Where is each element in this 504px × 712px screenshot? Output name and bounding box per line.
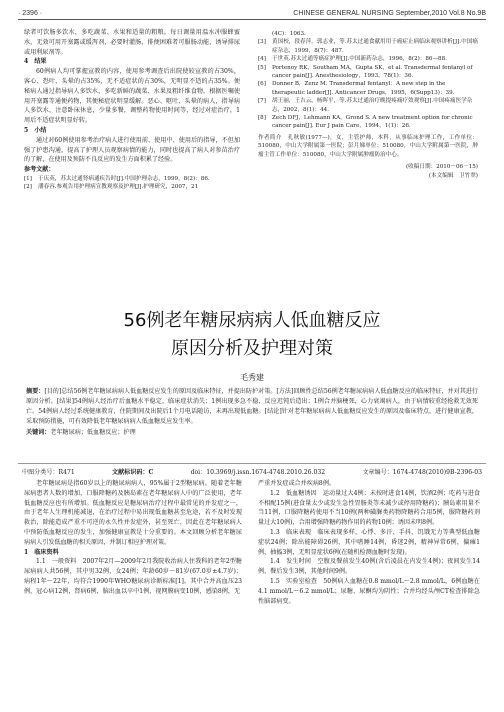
running-header [18,6,486,20]
section-heading: 4 结果 [24,58,47,66]
bottom-left-column [24,479,242,597]
paragraph: 1.4 发生时间 空腹及餐前发生40例(含后凌晨在内发生4例)；夜间发生14例，餐后发生3例，其他时间9例。 [258,558,480,576]
paragraph: 60例病人均可掌握宣教的内容，使用参考调查后出院使较宣教的占30%，客心、恐叶、头晕的占35%，无不适症状的占30%，无明显不适的占35%。便秘病人通过指导病人多饮水，多吃新鲜的蔬菜、水果及粗纤维食物，根据医嘱使用开塞露等通便药物，其便秘症状明显缓解。恶心、呕吐、头晕的病人，指导病人多饮水，注意卧床休息，少量多餐，调整药物使用时间等，经过对症治疗，1周后不适症状明显好转。 [24,68,240,125]
doi: doi：10.3969/j.issn.1674-4748.2010.26.032 [190,469,326,476]
abstract-divider [18,463,486,464]
paragraph: 绿者可饮肠多饮水，多吃蔬菜、水果和适量的粗粮。每日调量用温水冲服蜂蜜水，无效可用开塞露或缓泻剂，必要时灌肠，排便困难者可服肠动能，诱导排尿或用利尿剂等。 [24,29,240,56]
classification-line [22,467,482,476]
journal-name: CHINESE GENERAL NURSING September,2010 Vol.8 No.9B [293,10,486,17]
abstract-label: 摘要： [26,388,45,395]
keywords-label: 关键词： [26,429,51,436]
paragraph: 通过对60例使用参考治疗病人进行使用前、使用中、使用后的指导，不但加强了护患沟通，提高了护理人员观察病情的能力，同时也提高了病人对参苗治疗的了解，在使用及预防不良反应的发生方面积累了经验。 [24,136,240,164]
reference-item: [6] Donner B，Zenz M. Transdermal fentanyl：A new step in the therapeutic ladder[J]. Anticancer Drugs，1995，6(Supp13)：39. [258,81,455,96]
paragraph: 1.3 临床表现 临床表现多样，心悸、多汗、手抖、饥饿无力等典型低血糖症状24例；除出能障碍26例，其中嗜睡14例，昏迷2例，精神异常6例，偏瘫1例，抽搐3例，无明显症状6例(在随机检测血糖时发现)。 [258,528,480,556]
reference-item: [8] Zech DFJ，Lehmann KA，Grond S. A new treatment option for chronic cancer pain[J]. Eur J pain Care，1994，1(1)：26. [258,115,473,130]
reference-item: [1] 于庆英，苏太过通肾病通疾告时[J].中国护理杂志，1999，8(2)：86. [24,175,210,182]
reference-item: [4] 于世英.苏太过通等癌症护理[J].中国新药杂志，1996，8(2)：86—88. [258,56,447,63]
paragraph: 1.1 一般资料 2007年2月—2009年2月我院收治病人住我科的老年2型糖尿病病人共56例，其中男32例，女24例；年龄60岁～81岁(67.0岁±4.7岁)；病程1年～22年，均符合1990年WHO糖尿病诊断标准[1]。其中合并高血压23例，冠心病12例，肾病6例，脑出血以卒中1例，视网膜病变10例，感染8例，无 [24,558,242,595]
section-heading: 1 临床资料 [24,548,59,556]
abstract-text: [目的]总结56例老年糖尿病病人低血糖反应发生的原因及临床特征，并提出防护对策。[方法]回顾性总结56例老年糖尿病病人低血糖反应的临床特征，并对其进行原因分析。[结果]54例病人经治疗后血糖水平稳定，临床症状消失；1例出现多急不稳，反应迟钝后造出；1例合并脑梗死，心力衰竭病人，由于病情较重经抢救无效死亡。54例病人经过系统健康教育，住院期间及出院后1个月电话随访，未再出现低血糖。[结论]针对老年糖尿病病人低血糖反应发生的原因及临床特点，进行健康宣教，采取预防措施，可有效降低老年糖尿病病人低血糖反应发生率。 [26,388,479,425]
article-number: 文章编号：1674-4748(2010)9B-2396-03 [362,469,482,476]
paragraph: 老年糖尿病是指60岁以上的糖尿病病人，95%属于2型糖尿病。随着老年糖尿病患者人数的增加，口服降糖药及胰岛素在老年糖尿病人中的广泛使用，老年低血糖反应也有所增加。低血糖反应是糖尿病治疗过程中最常见的并发症之一，由于老年人生理机能减退，在治疗过程中易出现低血糖甚至危途，若不及时发现救治，除能造成严重不可逆的永久性并发症外，甚至死亡，因此在老年糖尿病人中预防低血糖反应的发生，加强健康宣教是十分重要的。本文回顾分析老年糖尿病病人引发低血糖的相关原因，并制订相应护理对策。 [24,480,242,546]
keywords-text: 老年糖尿病；低血糖反应；护理 [50,429,136,436]
top-right-column [258,30,478,180]
references-heading: 参考文献： [24,166,55,174]
header-rule [18,19,486,20]
reference-item: [3] 黄国校，段春萍，郭志业，等.苏太过通食献用用于癌症止病临床观察讲析[J].中国癌症杂志，1999，8(7)：487. [258,39,478,54]
section-heading: 5 小结 [24,126,47,134]
article-author: 毛秀建 [240,373,264,382]
author-note: 作者简介 孔秋敏(1977—)，女，主管护师，本科，从事临床护理工作，工作单位：510080，中山大学附属第一医院；彭月娣单位：510080，中山大学附属第一医院，肿瘤主管工作单位：510080，中山大学附属肿瘤防治中心。 [258,134,478,158]
paragraph: 1.5 实验室检查 50例病人血糖在0.8 mmol/L～2.8 mmol/L，6例血糖在4.1 mmol/L～6.2 mmol/L；尿糖、尿酮均为阴性；合并均经头颅CT检查排除急性脑部病变。 [258,577,480,605]
page-number: · 2396 · [18,10,43,17]
article-title-line-1: 56例老年糖尿病病人低血糖反应 [123,310,381,331]
bottom-right-column [258,479,480,606]
document-code: 文献标识码：C [111,469,154,476]
top-left-column [24,28,240,192]
abstract [26,387,478,438]
article-title-line-2: 原因分析及护理对策 [171,338,333,359]
received-date: (收稿日期：2010－06－15) [406,164,478,171]
reference-item: [5] Portenoy RK，Southam MA，Gupta SK，et al. Transdermal fentanyl of cancer pain[J]. Anesthesiology，1993，78(1)：36. [258,64,473,80]
paragraph: 1.2 低血糖诱因 运动量过大4例；未按时进食14例，饮酒2例；吃药与进食不相配15例(进食量太少或发生急性胃肠炎等未减少或停用降糖药)；胰岛素用量不当11例，口服降糖药使用不当10例(两种磺脲类药物降糖药合用5例，服降糖药剂量过大10例)，合用增强降糖药物作用的药物10例；诱因未明8例。 [258,489,480,527]
class-number: 中图分类号：R471 [22,469,75,476]
editor-note: (本文编辑 卫竹翠) [428,172,478,179]
reference-item: (4C)：1063. [272,31,306,37]
paragraph: 严重并发症或合并疾病8例。 [258,480,336,487]
reference-item: [7] 胡王丽，王吉云，杨晖平，等.苏太过通治疗晚提疼痛疗效观察[J].中国疼痛医学杂志，2002，8(1)：44. [258,98,473,113]
reference-item: [2] 潘春容.参观告用护理病宣教观察及护理[J].护理研究，2007，21 [24,184,199,191]
